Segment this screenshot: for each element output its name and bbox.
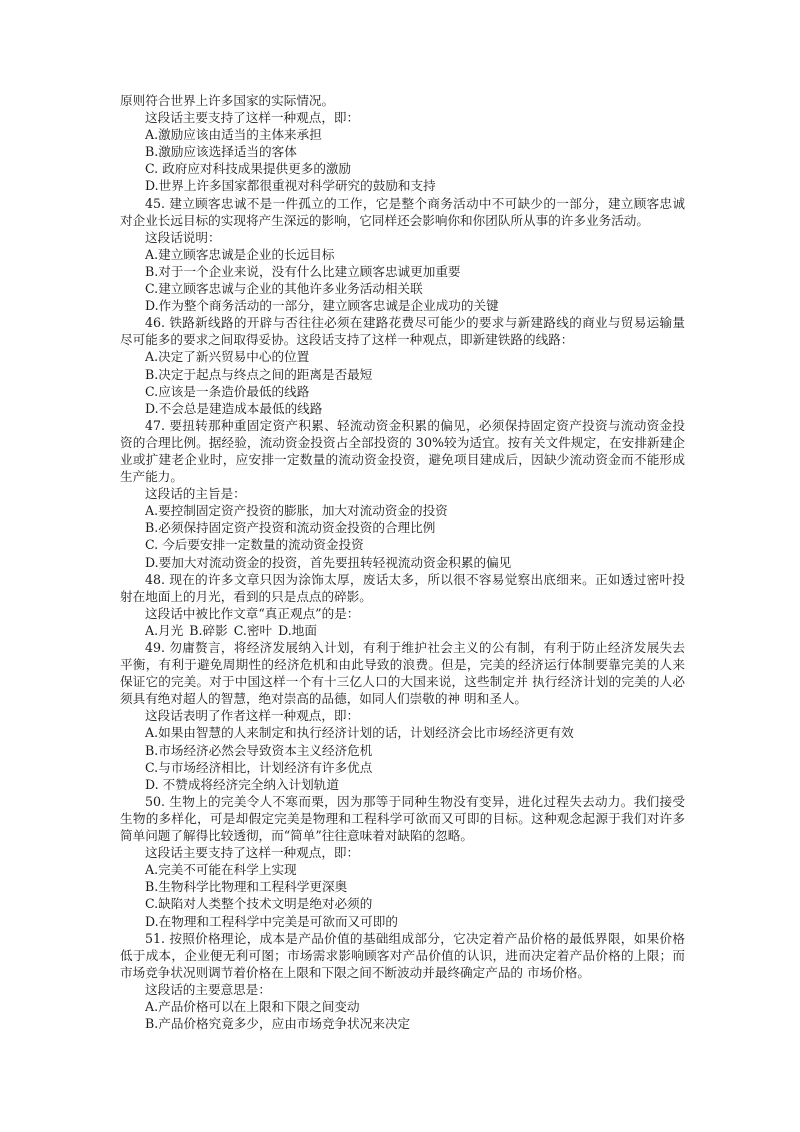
question-47-option-b: B.必须保持固定资产投资和流动资金投资的合理比例 <box>145 520 436 536</box>
question-46-option-d: D.不会总是建造成本最低的线路 <box>145 400 323 416</box>
question-51-option-a: A.产品价格可以在上限和下限之间变动 <box>145 998 360 1014</box>
question-49-option-a: A.如果由智慧的人来制定和执行经济计划的话，计划经济会比市场经济更有效 <box>145 725 574 741</box>
question-50-option-a: A.完美不可能在科学上实现 <box>145 862 297 878</box>
question-48-passage: 48. 现在的许多文章只因为涂饰太厚，废话太多，所以很不容易觉察出底细来。正如透过密叶投射在地面上的月光，看到的只是点点的碎影。 <box>120 571 685 604</box>
option-b: B.激励应该选择适当的客体 <box>145 144 297 160</box>
question-47-passage: 47. 要扭转那种重固定资产积累、轻流动资金积累的偏见，必须保持固定资产投资与流动资金投资的合理比例。据经验，流动资金投资占全部投资的 30%较为适宜。按有关文件规定，在安排新建企业或扩建老企业时，应安排一定数量的流动资金投资，避免项目建成后，因缺少流动资金而不能形成生产能力。 <box>120 417 685 485</box>
question-stem: 这段话主要支持了这样一种观点，即： <box>145 110 360 126</box>
question-45-option-c: C.建立顾客忠诚与企业的其他许多业务活动相关联 <box>145 281 423 297</box>
question-50-option-c: C.缺陷对人类整个技术文明是绝对必须的 <box>145 896 373 912</box>
question-46-option-c: C.应该是一条造价最低的线路 <box>145 383 310 399</box>
question-45-stem: 这段话说明： <box>145 229 221 245</box>
question-45-passage: 45. 建立顾客忠诚不是一件孤立的工作，它是整个商务活动中不可缺少的一部分，建立顾客忠诚对企业长远目标的实现将产生深远的影响，它同样还会影响你和你团队所从事的许多业务活动。 <box>120 195 685 228</box>
question-49-option-c: C.与市场经济相比，计划经济有许多优点 <box>145 759 373 775</box>
question-49-option-b: B.市场经济必然会导致资本主义经济危机 <box>145 742 373 758</box>
question-45-option-b: B.对于一个企业来说，没有什么比建立顾客忠诚更加重要 <box>145 263 461 279</box>
question-45-option-a: A.建立顾客忠诚是企业的长远目标 <box>145 246 335 262</box>
question-46-passage: 46. 铁路新线路的开辟与否往往必须在建路花费尽可能少的要求与新建路线的商业与贸易运输量尽可能多的要求之间取得妥协。这段话支持了这样一种观点，即新建铁路的线路： <box>120 315 685 348</box>
question-48-options: A.月光 B.碎影 C.密叶 D.地面 <box>145 622 317 638</box>
question-46-option-b: B.决定于起点与终点之间的距离是否最短 <box>145 366 373 382</box>
question-49-stem: 这段话表明了作者这样一种观点，即： <box>145 708 360 724</box>
question-51-option-b: B.产品价格究竟多少，应由市场竞争状况来决定 <box>145 1016 411 1032</box>
option-c: C. 政府应对科技成果提供更多的激励 <box>145 161 352 177</box>
question-50-option-b: B.生物科学比物理和工程科学更深奥 <box>145 879 348 895</box>
question-49-option-d: D. 不赞成将经济完全纳入计划轨道 <box>145 776 339 792</box>
question-45-option-d: D.作为整个商务活动的一部分，建立顾客忠诚是企业成功的关键 <box>145 298 499 314</box>
question-47-option-d: D.要加大对流动资金的投资，首先要扭转轻视流动资金积累的偏见 <box>145 554 512 570</box>
passage-continuation: 原则符合世界上许多国家的实际情况。 <box>120 93 335 108</box>
question-48-stem: 这段话中被比作文章“真正观点”的是： <box>145 605 360 621</box>
question-47-option-c: C. 今后要安排一定数量的流动资金投资 <box>145 537 364 553</box>
document-page <box>120 92 685 1032</box>
question-47-option-a: A.要控制固定资产投资的膨胀，加大对流动资金的投资 <box>145 503 448 519</box>
question-51-passage: 51. 按照价格理论，成本是产品价值的基础组成部分，它决定着产品价格的最低界限，如果价格低于成本，企业便无利可图；市场需求影响顾客对产品价值的认识，进而决定着产品价格的上限；而市场竞争状况则调节着价格在上限和下限之间不断波动并最终确定产品的 市场价格。 <box>120 930 685 980</box>
question-50-stem: 这段话主要支持了这样一种观点，即： <box>145 845 360 861</box>
question-51-stem: 这段话的主要意思是： <box>145 981 271 997</box>
option-a: A.激励应该由适当的主体来承担 <box>145 127 322 143</box>
question-50-passage: 50. 生物上的完美令人不寒而栗，因为那等于同种生物没有变异，进化过程失去动力。我们接受生物的多样化，可是却假定完美是物理和工程科学可欲而又可即的目标。这种观念起源于我们对许多简单问题了解得比较透彻，而“简单”往往意味着对缺陷的忽略。 <box>120 793 685 844</box>
question-50-option-d: D.在物理和工程科学中完美是可欲而又可即的 <box>145 913 398 929</box>
question-49-passage: 49. 勿庸赘言，将经济发展纳入计划，有利于维护社会主义的公有制，有利于防止经济发展失去平衡，有利于避免周期性的经济危机和由此导致的浪费。但是，完美的经济运行体制要靠完美的人来保证它的完美。对于中国这样一个有十三亿人口的大国来说，这些制定并 执行经济计划的完美的人必须具有绝对超人的智慧，绝对崇高的品德，如同人们崇敬的神 明和圣人。 <box>120 640 685 707</box>
question-47-stem: 这段话的主旨是： <box>145 486 246 502</box>
question-46-option-a: A.决定了新兴贸易中心的位置 <box>145 349 310 365</box>
option-d: D.世界上许多国家都很重视对科学研究的鼓励和支持 <box>145 178 436 194</box>
